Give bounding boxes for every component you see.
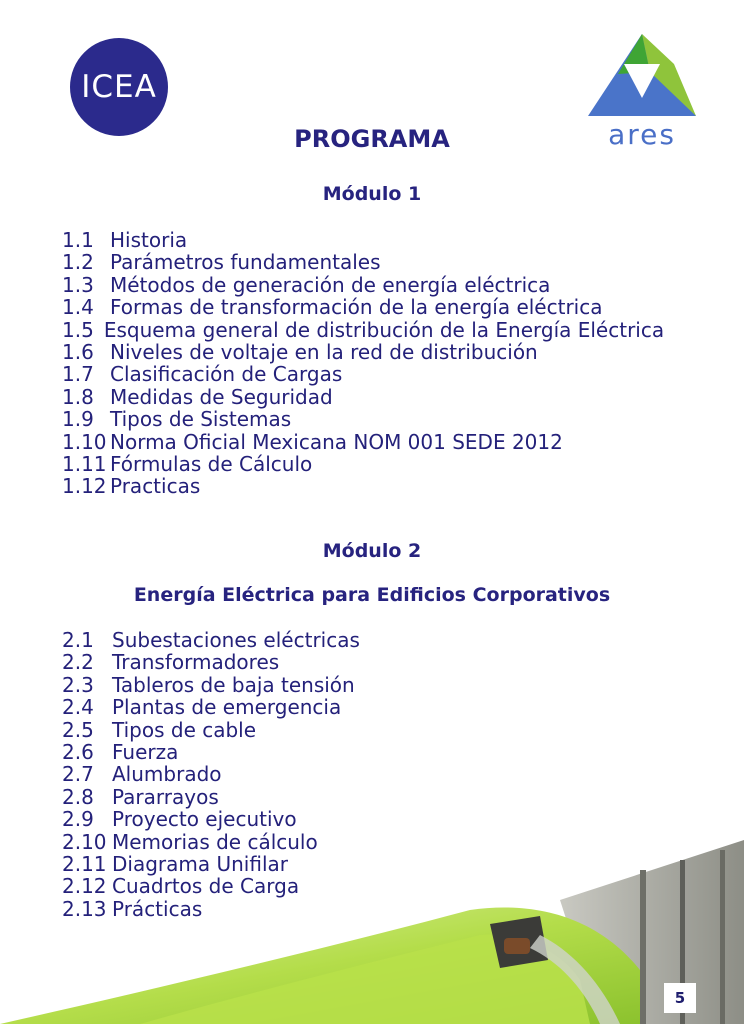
item-text: Fuerza <box>112 740 179 765</box>
list-item <box>62 274 678 296</box>
item-number: 2.4 <box>62 695 94 720</box>
item-number: 2.8 <box>62 784 94 809</box>
list-item <box>62 741 678 763</box>
item-text: Métodos de generación de energía eléctrica <box>110 272 551 297</box>
item-text: Cuadrtos de Carga <box>112 874 300 899</box>
item-number: 1.9 <box>62 407 94 432</box>
item-text: Medidas de Seguridad <box>110 384 333 409</box>
icea-logo-text: ICEA <box>81 69 157 105</box>
item-text: Niveles de voltaje en la red de distribución <box>110 340 538 365</box>
item-text: Norma Oficial Mexicana NOM 001 SEDE 2012 <box>110 429 563 454</box>
item-number: 2.6 <box>62 740 94 765</box>
list-item <box>62 763 678 785</box>
module-1-heading: Módulo 1 <box>322 183 422 205</box>
page-number: 5 <box>664 983 696 1013</box>
list-item <box>62 431 678 453</box>
item-number: 1.4 <box>62 295 94 320</box>
item-number: 1.10 <box>62 429 107 454</box>
list-item <box>62 341 678 363</box>
item-text: Alumbrado <box>112 762 222 787</box>
list-item <box>62 251 678 273</box>
item-number: 2.5 <box>62 717 94 742</box>
list-item <box>62 808 678 830</box>
item-number: 1.11 <box>62 452 107 477</box>
item-text: Tipos de Sistemas <box>110 407 292 432</box>
item-number: 1.2 <box>62 250 94 275</box>
ares-logo-text: ares <box>608 118 676 151</box>
item-number: 1.1 <box>62 228 94 252</box>
item-text: Practicas <box>110 474 201 499</box>
item-text: Memorias de cálculo <box>112 829 318 854</box>
item-text: Prácticas <box>112 896 203 921</box>
item-number: 1.6 <box>62 340 94 365</box>
item-text: Parámetros fundamentales <box>110 250 381 275</box>
list-item <box>62 696 678 718</box>
list-item <box>62 786 678 808</box>
list-item <box>62 386 678 408</box>
item-text: Formas de transformación de la energía eléctrica <box>110 295 603 320</box>
item-text: Tableros de baja tensión <box>112 672 355 697</box>
item-text: Clasificación de Cargas <box>110 362 343 387</box>
list-item <box>62 296 678 318</box>
list-item <box>62 319 678 341</box>
item-number: 1.12 <box>62 474 107 499</box>
item-number: 1.7 <box>62 362 94 387</box>
item-number: 1.3 <box>62 272 94 297</box>
list-item <box>62 719 678 741</box>
item-text: Pararrayos <box>112 784 219 809</box>
item-number: 2.2 <box>62 650 94 675</box>
item-number: 2.10 <box>62 829 107 854</box>
item-text: Fórmulas de Cálculo <box>110 452 313 477</box>
item-text: Plantas de emergencia <box>112 695 342 720</box>
item-number: 2.12 <box>62 874 107 899</box>
item-number: 2.7 <box>62 762 94 787</box>
list-item <box>62 674 678 696</box>
list-item <box>62 453 678 475</box>
item-text: Historia <box>110 228 188 252</box>
item-number: 2.9 <box>62 807 94 832</box>
list-item <box>62 363 678 385</box>
list-item <box>62 475 678 497</box>
item-text: Subestaciones eléctricas <box>112 628 360 652</box>
decorative-background-image <box>0 840 744 1024</box>
item-text: Esquema general de distribución de la Energía Eléctrica <box>103 317 665 342</box>
module-2-subheading: Energía Eléctrica para Edificios Corporativos <box>133 584 611 606</box>
module-2-heading: Módulo 2 <box>322 540 422 562</box>
item-text: Transformadores <box>112 650 280 675</box>
item-text: Diagrama Unifilar <box>112 852 288 877</box>
item-number: 2.13 <box>62 896 107 921</box>
item-number: 1.8 <box>62 384 94 409</box>
item-number: 2.1 <box>62 628 94 652</box>
list-item <box>62 629 678 651</box>
module-1-list <box>62 229 678 498</box>
page-title: PROGRAMA <box>294 125 450 153</box>
item-number: 1.5 <box>62 317 94 342</box>
icea-logo <box>70 38 168 136</box>
item-text: Proyecto ejecutivo <box>112 807 297 832</box>
item-text: Tipos de cable <box>112 717 257 742</box>
list-item <box>62 229 678 251</box>
item-number: 2.11 <box>62 852 107 877</box>
list-item <box>62 651 678 673</box>
item-number: 2.3 <box>62 672 94 697</box>
list-item <box>62 408 678 430</box>
